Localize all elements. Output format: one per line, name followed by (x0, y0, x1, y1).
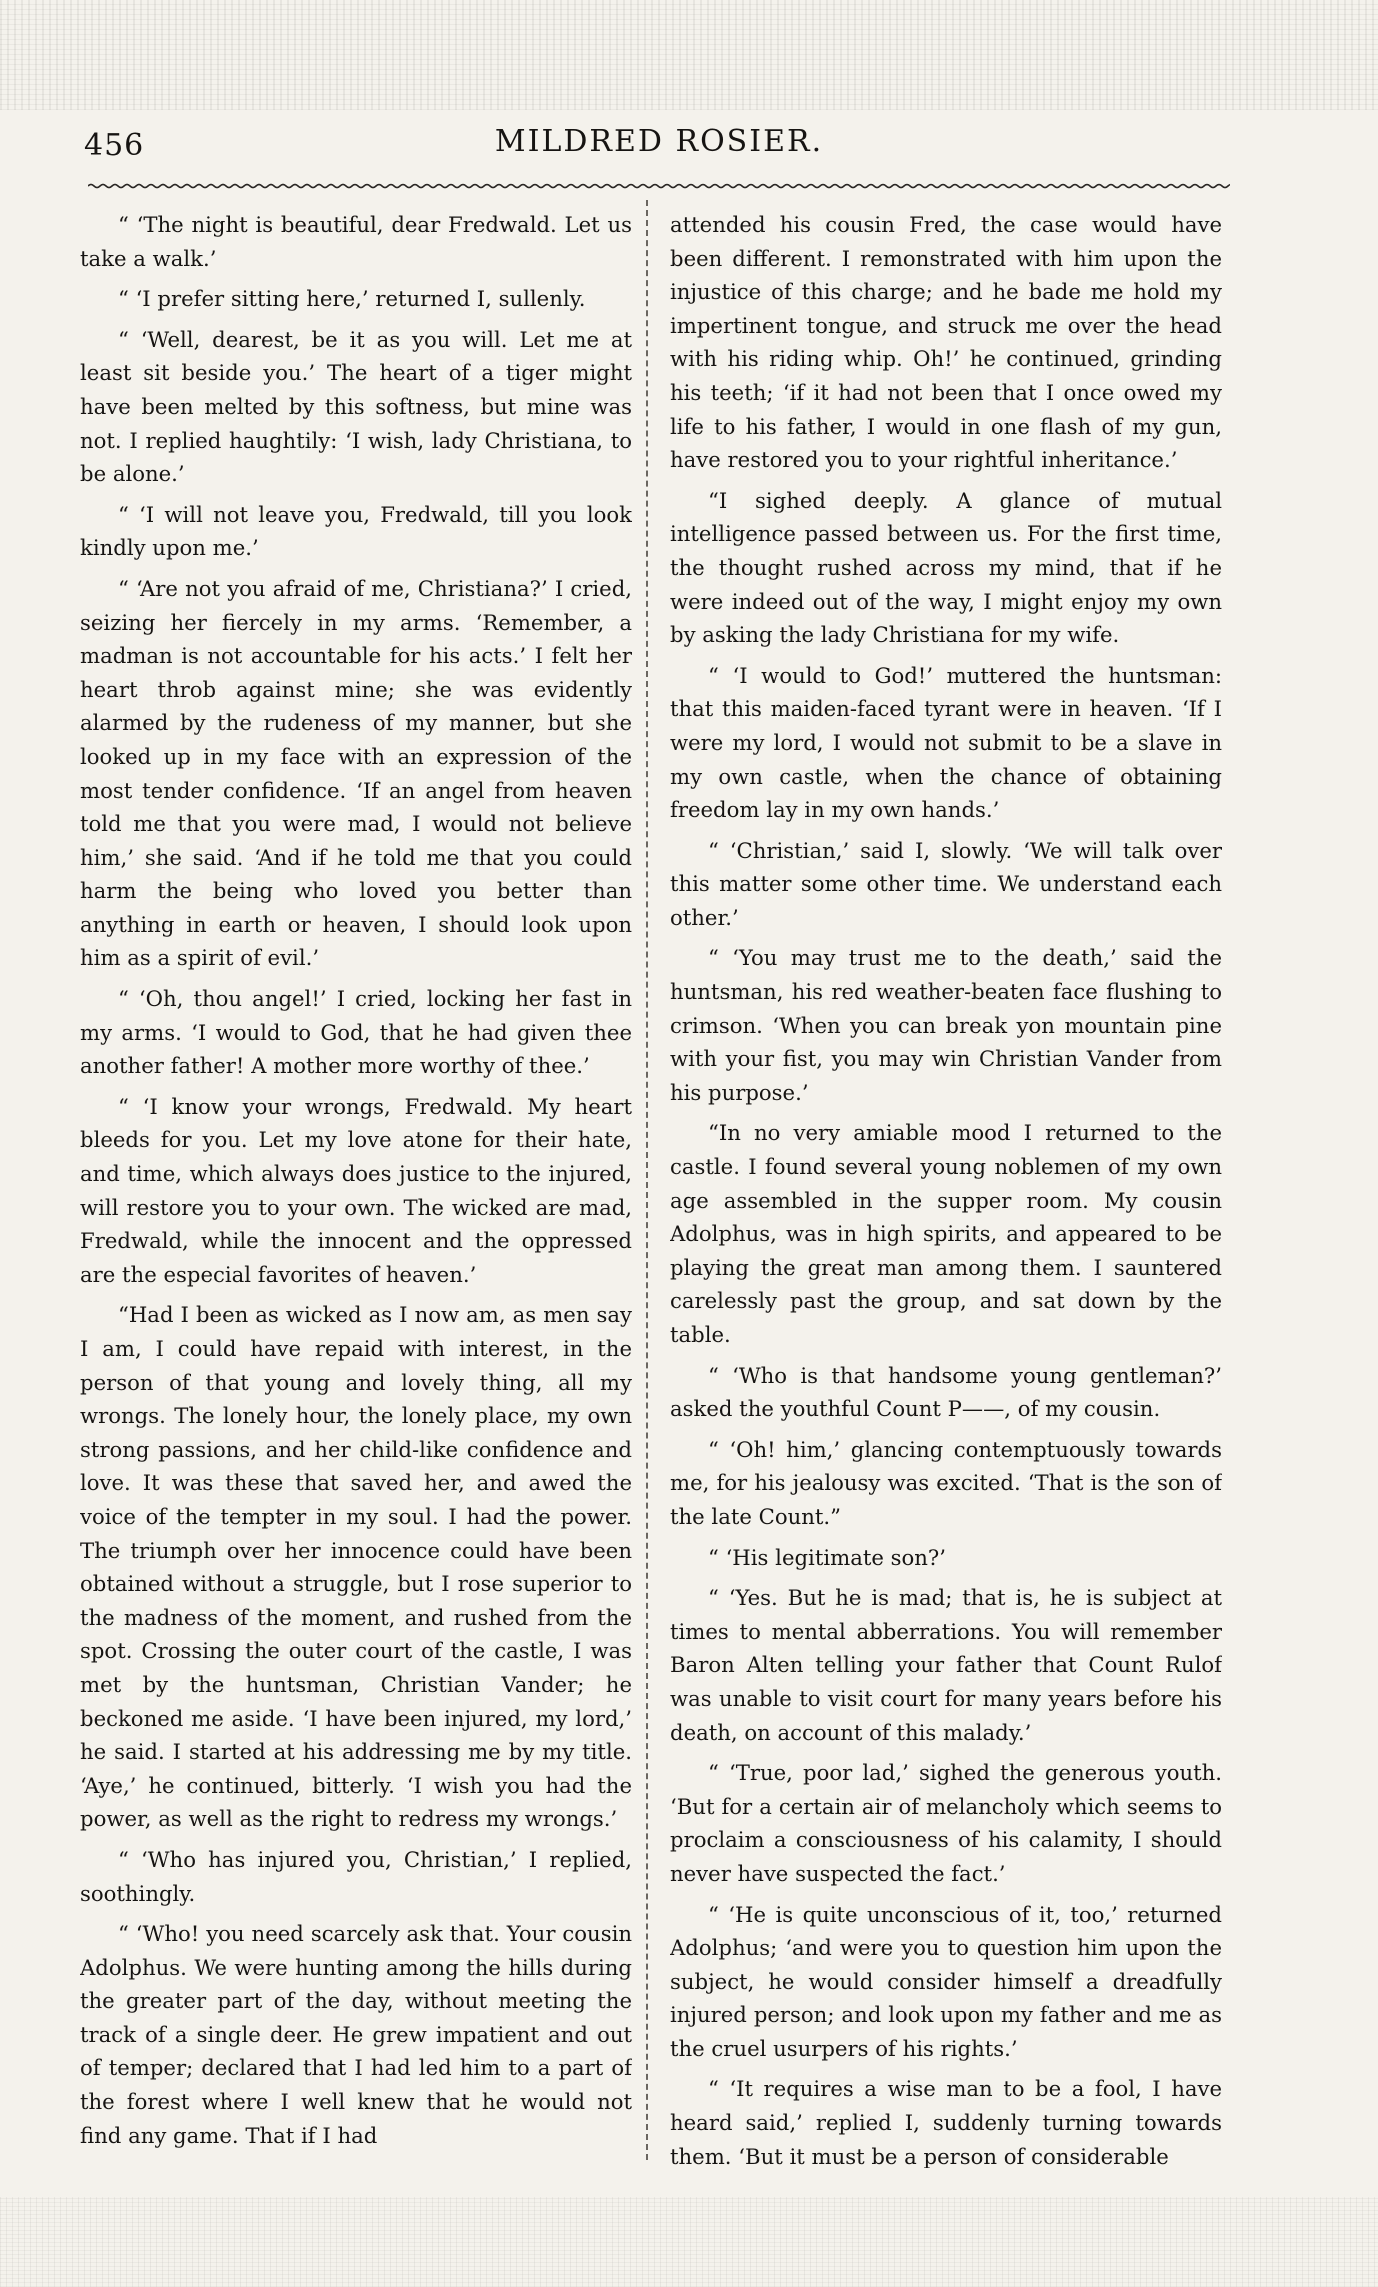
running-title: MILDRED ROSIER. (494, 124, 824, 159)
right-column (670, 208, 1222, 2168)
paragraph: “ ‘True, poor lad,’ sighed the generous youth. ‘But for a certain air of melancholy which seems to proclaim a consciousness of his calamity, I should never have suspected the fact.’ (670, 1760, 1222, 1886)
scan-noise-top (0, 0, 1378, 110)
paragraph: attended his cousin Fred, the case would have been different. I remonstrated with him upon the injustice of this charge; and he bade me hold my impertinent tongue, and struck me over the head with his riding whip. Oh!’ he continued, grinding his teeth; ‘if it had not been that I once owed my life to his father, I would in one flash of my gun, have restored you to your rightful inheritance.’ (670, 212, 1222, 473)
paragraph: “ ‘I know your wrongs, Fredwald. My heart bleeds for you. Let my love atone for their hate, and time, which always does justice to the injured, will restore you to your own. The wicked are mad, Fredwald, while the innocent and the oppressed are the especial favorites of heaven.’ (80, 1093, 632, 1287)
page-number: 456 (84, 128, 145, 163)
paragraph: “ ‘Who has injured you, Christian,’ I replied, soothingly. (80, 1846, 632, 1906)
paragraph: “ ‘Oh! him,’ glancing contemptuously towards me, for his jealousy was excited. ‘That is the son of the late Count.” (670, 1436, 1222, 1529)
paragraph: “ ‘Who is that handsome young gentleman?’ asked the youthful Count P——, of my cousin. (670, 1362, 1222, 1422)
page-header (84, 124, 1234, 170)
left-column (80, 208, 632, 2168)
paragraph: “In no very amiable mood I returned to the castle. I found several young noblemen of my own age assembled in the supper room. My cousin Adolphus, was in high spirits, and appeared to be playing the great man among them. I sauntered carelessly past the group, and sat down by the table. (670, 1120, 1222, 1347)
paragraph: “I sighed deeply. A glance of mutual intelligence passed between us. For the first time, the thought rushed across my mind, that if he were indeed out of the way, I might enjoy my own by asking the lady Christiana for my wife. (670, 487, 1222, 648)
paragraph: “ ‘The night is beautiful, dear Fredwald. Let us take a walk.’ (80, 212, 632, 271)
paragraph: “ ‘His legitimate son?’ (708, 1544, 946, 1570)
paragraph: “ ‘Yes. But he is mad; that is, he is subject at times to mental abberrations. You will remember Baron Alten telling your father that Count Rulof was unable to visit court for many years before his death, on account of this malady.’ (670, 1585, 1222, 1745)
wavy-rule (88, 182, 1230, 190)
paragraph: “ ‘Who! you need scarcely ask that. Your cousin Adolphus. We were hunting among the hills during the greater part of the day, without meeting the track of a single deer. He grew impatient and out of temper; declared that I had led him to a part of the forest where I well knew that he would not find any game. That if I had (80, 1921, 632, 2148)
paragraph: “ ‘Oh, thou angel!’ I cried, locking her fast in my arms. ‘I would to God, that he had given thee another father! A mother more worthy of thee.’ (80, 986, 632, 1079)
scan-noise-bottom (0, 2197, 1378, 2287)
paragraph: “ ‘I would to God!’ muttered the huntsman: that this maiden-faced tyrant were in heaven. ‘If I were my lord, I would not submit to be a slave in my own castle, when the chance of obtaining freedom lay in my own hands.’ (670, 662, 1222, 823)
paragraph: “ ‘It requires a wise man to be a fool, I have heard said,’ replied I, suddenly turning towards them. ‘But it must be a person of considerable (670, 2076, 1222, 2168)
paragraph: “ ‘You may trust me to the death,’ said the huntsman, his red weather-beaten face flushing to crimson. ‘When you can break yon mountain pine with your fist, you may win Christian Vander from his purpose.’ (670, 945, 1222, 1105)
paragraph: “ ‘I will not leave you, Fredwald, till you look kindly upon me.’ (80, 501, 632, 561)
paragraph: “ ‘Are not you afraid of me, Christiana?’ I cried, seizing her fiercely in my arms. ‘Remember, a madman is not accountable for his acts.’ I felt her heart throb against mine; she was evidently alarmed by the rudeness of my manner, but she looked up in my face with an expression of the most tender confidence. ‘If an angel from heaven told me that you were mad, I would not believe him,’ she said. ‘And if he told me that you could harm the being who loved you better than anything in earth or heaven, I should look upon him as a spirit of evil.’ (80, 575, 632, 971)
paragraph: “ ‘I prefer sitting here,’ returned I, sullenly. (118, 286, 586, 312)
column-divider (646, 200, 648, 2160)
paragraph: “ ‘He is quite unconscious of it, too,’ returned Adolphus; ‘and were you to question him upon the subject, he would consider himself a dreadfully injured person; and look upon my father and me as the cruel usurpers of his rights.’ (670, 1901, 1222, 2061)
paragraph: “ ‘Christian,’ said I, slowly. ‘We will talk over this matter some other time. We understand each other.’ (670, 837, 1222, 930)
paragraph: “Had I been as wicked as I now am, as men say I am, I could have repaid with interest, in the person of that young and lovely thing, all my wrongs. The lonely hour, the lonely place, my own strong passions, and her child-like confidence and love. It was these that saved her, and awed the voice of the tempter in my soul. I had the power. The triumph over her innocence could have been obtained without a struggle, but I rose superior to the madness of the moment, and rushed from the spot. Crossing the outer court of the castle, I was met by the huntsman, Christian Vander; he beckoned me aside. ‘I have been injured, my lord,’ he said. I started at his addressing me by my title. ‘Aye,’ he continued, bitterly. ‘I wish you had the power, as well as the right to redress my wrongs.’ (80, 1302, 632, 1832)
paragraph: “ ‘Well, dearest, be it as you will. Let me at least sit beside you.’ The heart of a tiger might have been melted by this softness, but mine was not. I replied haughtily: ‘I wish, lady Christiana, to be alone.’ (80, 326, 632, 487)
